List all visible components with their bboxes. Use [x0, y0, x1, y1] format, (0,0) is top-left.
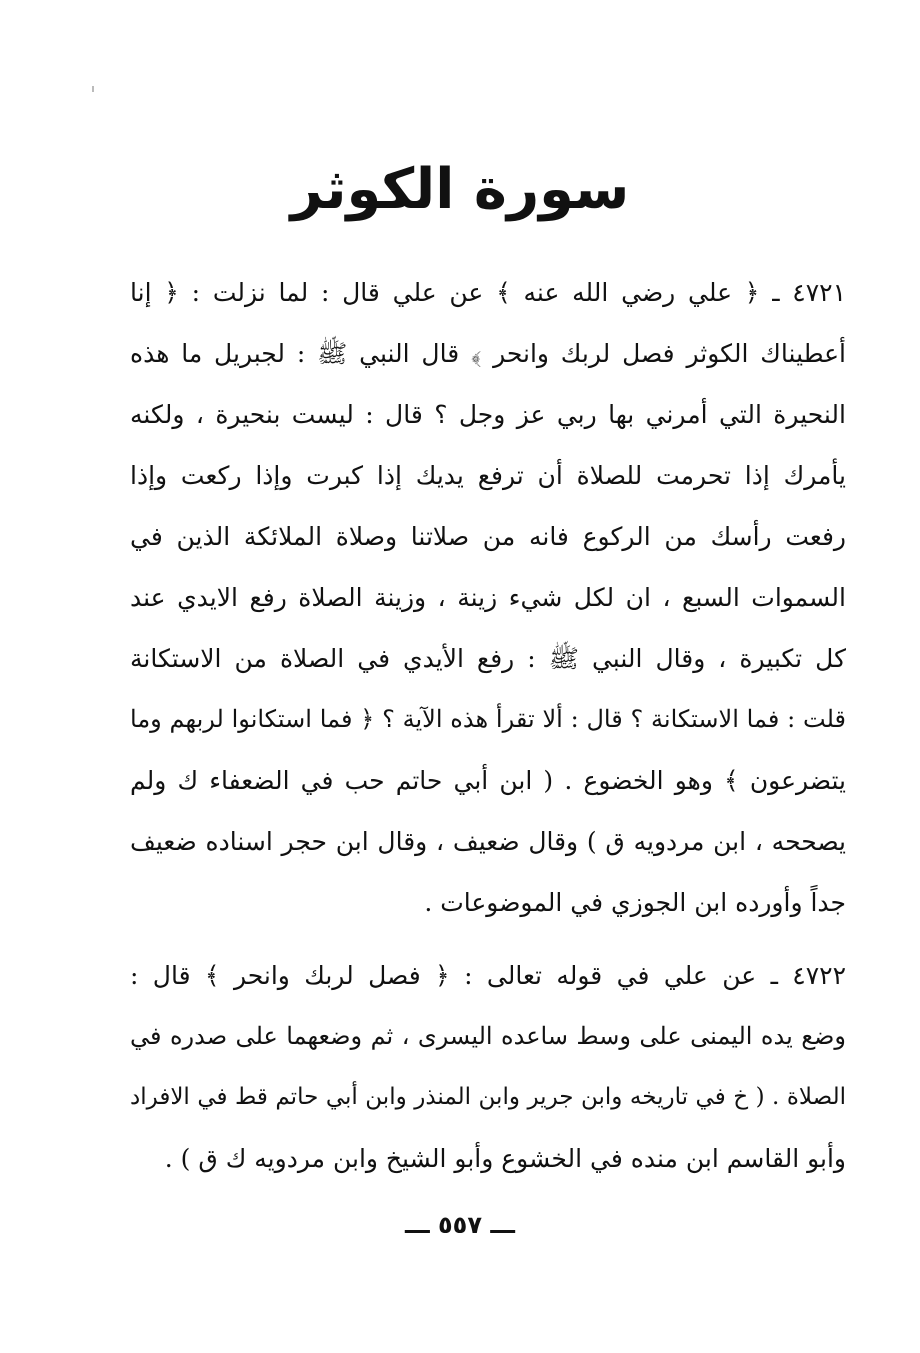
text-line: كل تكبيرة ، وقال النبي ﷺ : رفع الأيدي في الصلاة من الاستكانة	[130, 644, 846, 673]
hadith-4722	[130, 945, 846, 1189]
text-line: جداً وأورده ابن الجوزي في الموضوعات .	[424, 888, 846, 917]
text-line: قلت : فما الاستكانة ؟ قال : ألا تقرأ هذه الآية ؟ ﴿ فما استكانوا لربهم وما	[130, 705, 846, 733]
text-line: النحيرة التي أمرني بها ربي عز وجل ؟ قال : ليست بنحيرة ، ولكنه	[130, 400, 846, 429]
text-line: السموات السبع ، ان لكل شيء زينة ، وزينة الصلاة رفع الايدي عند	[130, 583, 846, 612]
hadith-4721	[130, 262, 846, 933]
surah-title: سورة الكوثر	[290, 157, 630, 222]
text-line: يأمرك إذا تحرمت للصلاة أن ترفع يديك إذا كبرت وإذا ركعت وإذا	[130, 461, 846, 490]
scan-mark	[92, 86, 94, 92]
text-line: رفعت رأسك من الركوع فانه من صلاتنا وصلاة الملائكة الذين في	[130, 522, 846, 551]
text-line: الصلاة . ( خ في تاريخه وابن جرير وابن المنذر وابن أبي حاتم قط في الافراد	[130, 1084, 846, 1110]
text-line: يتضرعون ﴾ وهو الخضوع . ( ابن أبي حاتم حب في الضعفاء ك ولم	[130, 766, 846, 795]
text-line: يصححه ، ابن مردويه ق ) وقال ضعيف ، وقال ابن حجر اسناده ضعيف	[130, 827, 846, 856]
text-line: ٤٧٢١ ـ ﴿ علي رضي الله عنه ﴾ عن علي قال : لما نزلت : ﴿ إنا	[130, 278, 846, 307]
page-number: ـــ ٥٥٧ ـــ	[405, 1211, 515, 1239]
text-line: ٤٧٢٢ ـ عن علي في قوله تعالى : ﴿ فصل لربك وانحر ﴾ قال :	[130, 961, 846, 990]
text-line: أعطيناك الكوثر فصل لربك وانحر ﴾ قال النبي ﷺ : لجبريل ما هذه	[130, 339, 846, 368]
text-line: وأبو القاسم ابن منده في الخشوع وأبو الشيخ وابن مردويه ك ق ) .	[164, 1144, 846, 1173]
text-line: وضع يده اليمنى على وسط ساعده اليسرى ، ثم وضعهما على صدره في	[130, 1022, 846, 1050]
